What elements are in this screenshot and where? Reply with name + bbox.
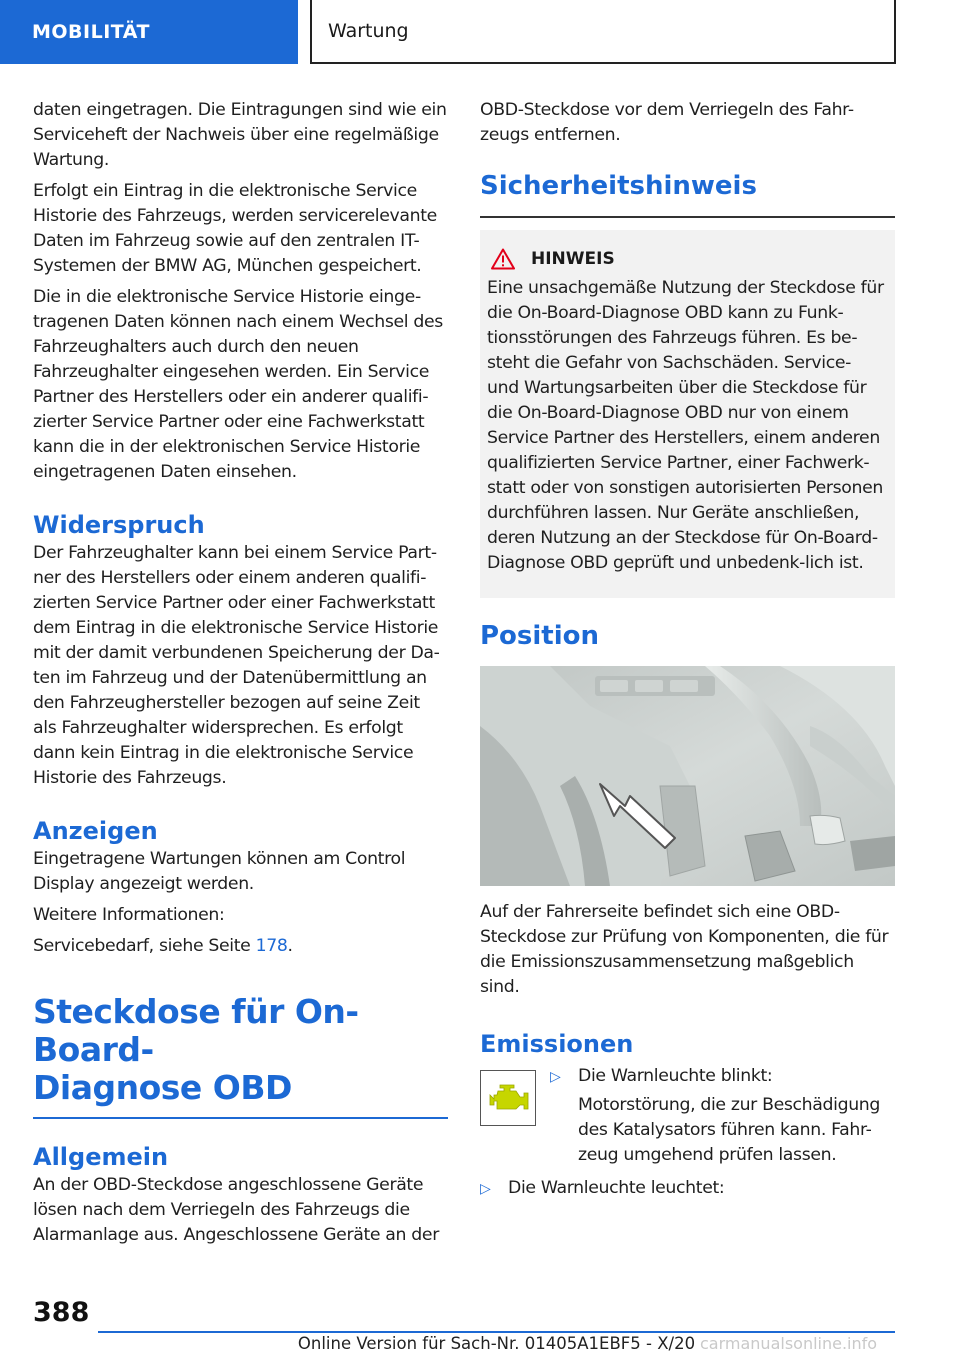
paragraph: Erfolgt ein Eintrag in die elektronische Service Historie des Fahrzeugs, werden servicerelevante Daten im Fahrzeug sowie auf den zentralen IT-Systemen der BMW AG, München gespeichert. (33, 181, 437, 276)
bullet-text: Motorstörung, die zur Beschädigung des Katalysators führen kann. Fahr-zeug umgehend prüfen lassen. (578, 1095, 881, 1165)
online-version-footer: Online Version für Sach-Nr. 01405A1EBF5 - X/20 (297, 1334, 696, 1353)
section-rule (480, 216, 895, 218)
bullet-item (550, 1064, 895, 1174)
heading-anzeigen: Anzeigen (33, 817, 158, 845)
emission-item (480, 1064, 895, 1174)
paragraph: OBD-Steckdose vor dem Verriegeln des Fahr-zeugs entfernen. (480, 100, 854, 145)
right-column (480, 98, 895, 1207)
cross-reference (33, 934, 448, 959)
section-tab: MOBILITÄT (0, 0, 298, 64)
triangle-bullet-icon: ▷ (480, 1180, 491, 1196)
heading-emissionen: Emissionen (480, 1030, 634, 1058)
crossref-end: . (287, 936, 293, 956)
paragraph: An der OBD-Steckdose angeschlossene Geräte lösen nach dem Verriegeln des Fahrzeugs die Alarmanlage aus. Angeschlossene Geräte an der (33, 1175, 439, 1245)
warning-triangle-icon (491, 248, 515, 270)
paragraph: Der Fahrzeughalter kann bei einem Service Part-ner des Herstellers oder einem anderen qualifi-zierten Service Partner oder einer Fachwerkstatt dem Eintrag in die elektronische Service Historie mit der damit verbundenen Speicherung der Da-ten im Fahrzeug und der Datenübermittlung an den Fahrzeughersteller bezogen auf seine Zeit als Fahrzeughalter widersprechen. Es erfolgt dann kein Eintrag in die elektronische Service Historie des Fahrzeugs. (33, 543, 440, 788)
page-link[interactable]: 178 (255, 936, 288, 956)
hint-title: HINWEIS (531, 249, 615, 269)
page-number: 388 (33, 1297, 90, 1328)
bullet-title: Die Warnleuchte leuchtet: (508, 1178, 725, 1198)
heading-obd-line2: Diagnose OBD (33, 1068, 292, 1107)
heading-widerspruch: Widerspruch (33, 511, 205, 539)
footer-rule (98, 1331, 895, 1333)
paragraph: Weitere Informationen: (33, 905, 225, 925)
heading-position: Position (480, 621, 600, 651)
heading-sicherheitshinweis: Sicherheitshinweis (480, 171, 757, 201)
crossref-text: Servicebedarf, siehe Seite (33, 936, 256, 956)
hint-text: Eine unsachgemäße Nutzung der Steckdose für die On-Board-Diagnose OBD kann zu Funk-tionsstörungen des Fahrzeugs führen. Es be-steht die Gefahr von Sachschäden. Service- und Wartungsarbeiten über die Steckdose für die On-Board-Diagnose OBD nur von einem Service Partner des Herstellers, einem anderen qualifizierten Service Partner, einer Fachwerk-statt oder von sonstigen autorisierten Personen durchführen lassen. Nur Geräte anschließen, deren Nutzung an der Steckdose für On-Board-Diagnose OBD geprüft und unbedenk-lich ist. (487, 278, 884, 573)
hint-box (480, 230, 895, 598)
paragraph: Eingetragene Wartungen können am Control Display angezeigt werden. (33, 849, 406, 894)
bullet-item (480, 1176, 895, 1207)
emission-text (550, 1064, 895, 1174)
left-column (33, 98, 448, 1254)
paragraph: Auf der Fahrerseite befindet sich eine OBD-Steckdose zur Prüfung von Komponenten, die für die Emissionszusammensetzung maßgeblich sind. (480, 902, 889, 997)
paragraph: Die in die elektronische Service Historie einge-tragenen Daten können nach einem Wechsel des Fahrzeughalters auch durch den neuen Fahrzeughalter eingesehen werden. Ein Service Partner des Herstellers oder ein anderer qualifi-zierter Service Partner oder eine Fachwerkstatt kann die in der elektronischen Service Historie eingetragenen Daten einsehen. (33, 287, 443, 482)
check-engine-icon (480, 1070, 536, 1126)
triangle-bullet-icon: ▷ (550, 1068, 561, 1084)
heading-obd (33, 993, 448, 1107)
bullet-title: Die Warnleuchte blinkt: (578, 1066, 773, 1086)
obd-position-photo (480, 666, 895, 886)
paragraph: daten eingetragen. Die Eintragungen sind wie ein Serviceheft der Nachweis über eine regelmäßige Wartung. (33, 100, 447, 170)
heading-obd-line1: Steckdose für On-Board- (33, 992, 359, 1069)
chapter-title: Wartung (310, 0, 896, 64)
heading-rule (33, 1117, 448, 1119)
hint-header (487, 248, 887, 270)
heading-allgemein: Allgemein (33, 1143, 169, 1171)
watermark: carmanualsonline.info (700, 1334, 878, 1353)
